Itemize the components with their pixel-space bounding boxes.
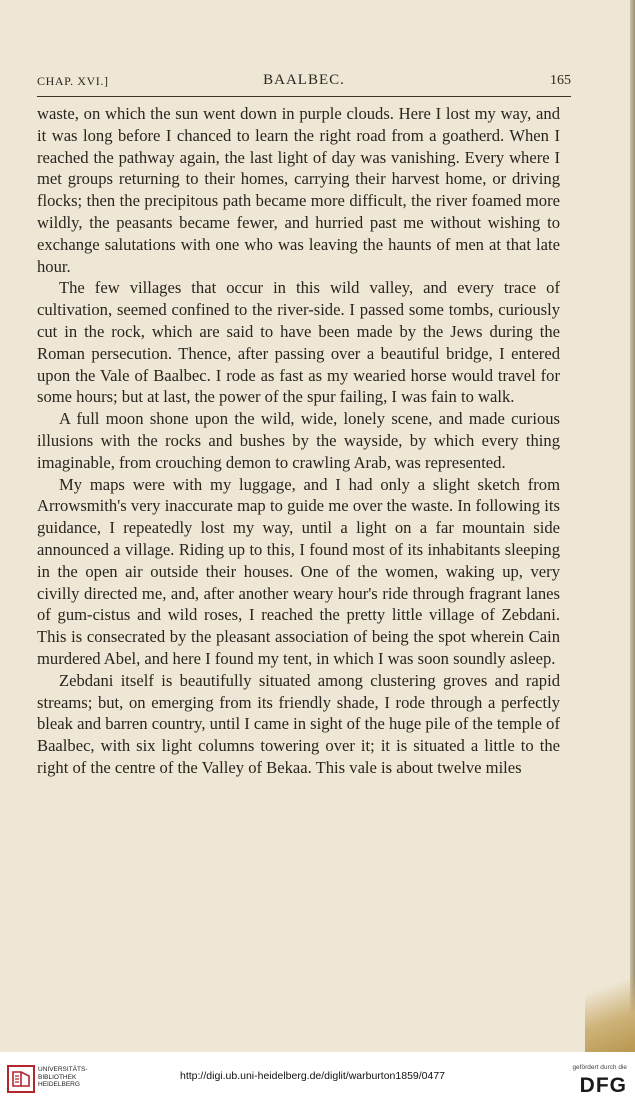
body-text (37, 103, 560, 779)
running-head (37, 72, 571, 92)
university-logo-icon (6, 1064, 36, 1094)
paragraph-1: waste, on which the sun went down in purple clouds. Here I lost my way, and it was long before I chanced to learn the right road from a goatherd. When I reached the pathway again, the last light of day was vanishing. Every where I met groups returning to their homes, carrying their harvest home, or driving flocks; then the precipitous path became more difficult, the river foamed more wildly, the peasants became fewer, and hurried past me without wishing to exchange salutations with one who was leaving the haunts of men at that late hour. (37, 104, 560, 276)
chapter-label: CHAP. XVI.] (37, 74, 109, 88)
page-title: BAALBEC. (263, 72, 345, 88)
page-edge-shadow (630, 0, 635, 1052)
library-name-line: BIBLIOTHEK (38, 1073, 77, 1081)
paragraph-2: The few villages that occur in this wild valley, and every trace of cultivation, seemed confined to the river-side. I passed some tombs, curiously cut in the rock, which are said to have been made by the Jews during the Roman persecution. Thence, after passing over a beautiful bridge, I entered upon the Vale of Baalbec. I rode as fast as my wearied horse would travel for some hours; but at last, the power of the spur failing, I was fain to walk. (37, 278, 560, 407)
paragraph-5: Zebdani itself is beautifully situated among clustering groves and rapid streams; but, on emerging from its friendly shade, I rode through a perfectly bleak and barren country, until I came in sight of the huge pile of the temple of Baalbec, with six light columns towering over it; it is situated a little to the right of the centre of the Valley of Bekaa. This vale is about twelve miles (37, 670, 560, 777)
library-name-line: HEIDELBERG (38, 1081, 80, 1088)
paragraph-4: My maps were with my luggage, and I had only a slight sketch from Arrowsmith's very inaccurate map to guide me over the waste. In following its guidance, I repeatedly lost my way, until a light on a far mountain side announced a village. Riding up to this, I found most of its inhabitants sleeping in the open air outside their houses. One of the women, waking up, very civilly directed me, and, after another weary hour's ride through fragrant lanes of gum-cistus and wild roses, I reached the pretty little village of Zebdani. This is consecrated by the pleasant association of being the spot wherein Cain murdered Abel, and here I found my tent, in which I was soon soundly asleep. (37, 474, 560, 668)
header-rule (37, 96, 571, 97)
permalink-url[interactable]: http://digi.ub.uni-heidelberg.de/diglit/warburton1859/0477 (180, 1070, 446, 1082)
digitization-footer (0, 1052, 635, 1104)
dfg-logo: DFG (579, 1074, 627, 1097)
funded-by-label: gefördert durch die (572, 1064, 627, 1071)
corner-stain (585, 960, 635, 1052)
library-name (38, 1066, 87, 1089)
library-name-line: UNIVERSITÄTS- (38, 1066, 88, 1073)
page-number: 165 (550, 73, 571, 88)
paragraph-3: A full moon shone upon the wild, wide, lonely scene, and made curious illusions with the rocks and bushes by the wayside, by which every thing imaginable, from crouching demon to crawling Arab, was represented. (37, 409, 560, 472)
